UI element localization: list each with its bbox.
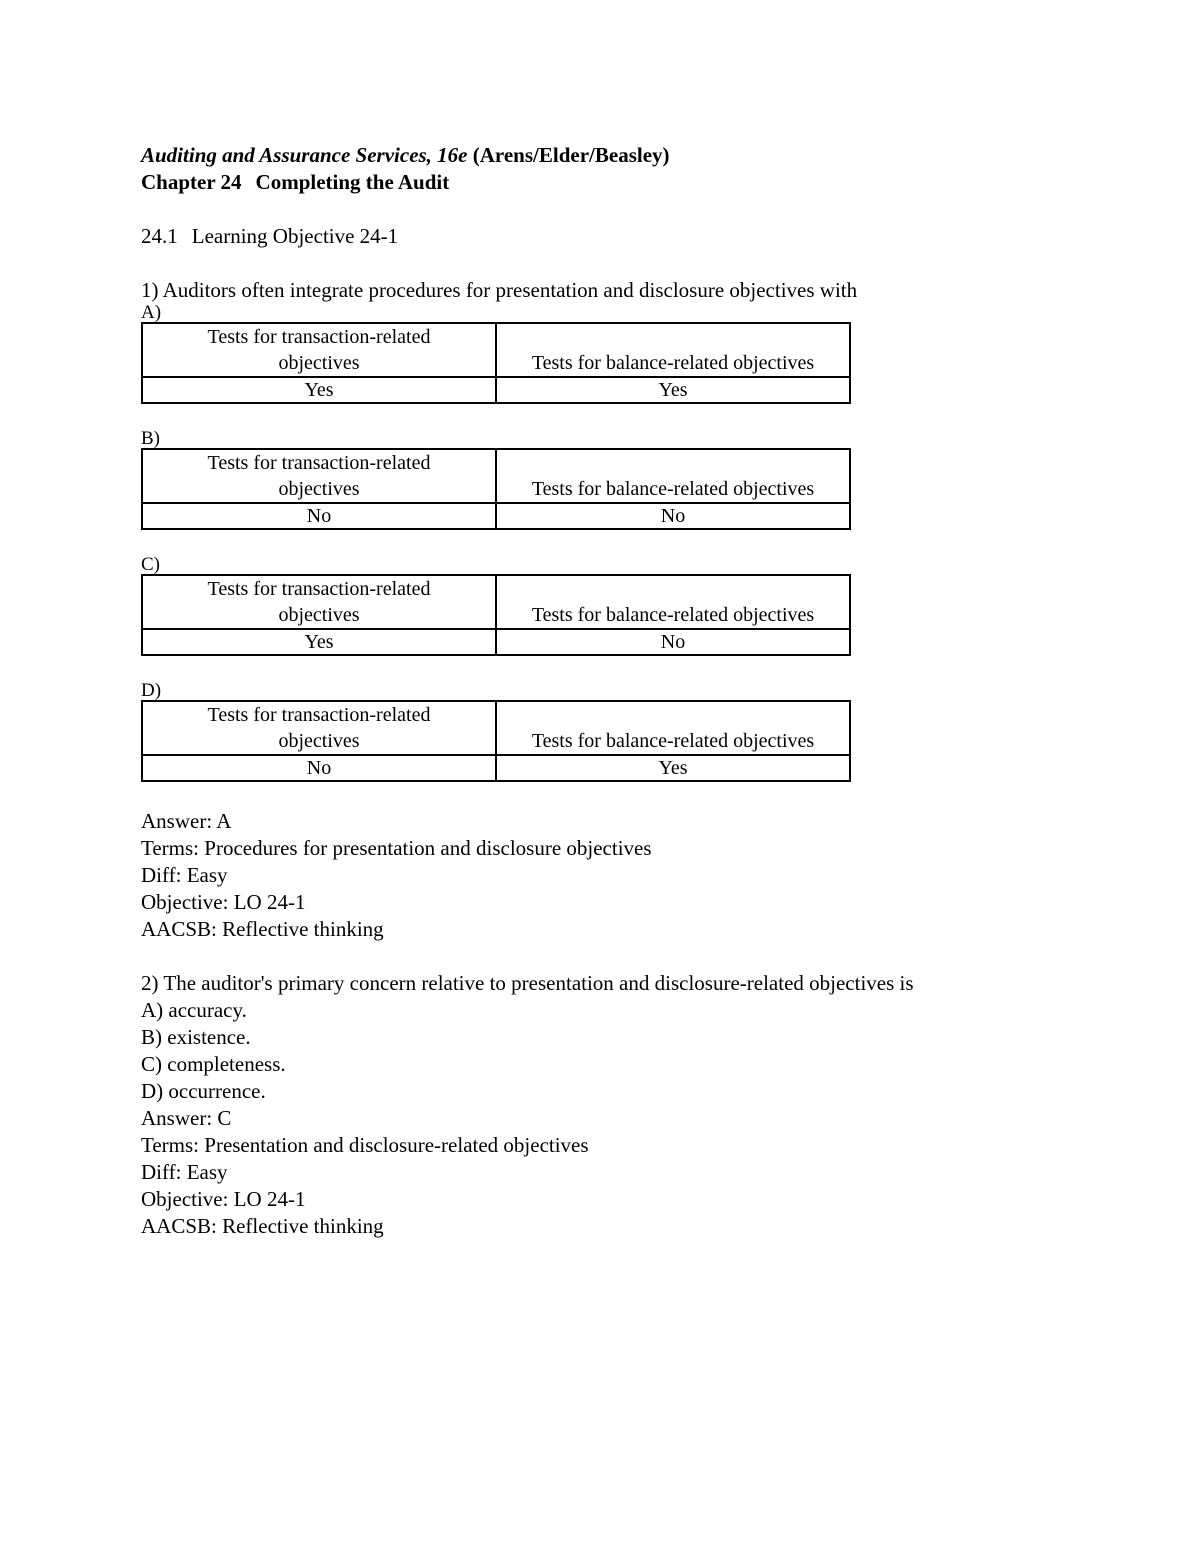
question-1-text: 1) Auditors often integrate procedures for presentation and disclosure objectives with [141, 278, 858, 302]
chapter-number: Chapter 24 [141, 170, 242, 194]
header-balance-related: Tests for balance-related objectives [496, 701, 850, 755]
option-b-table [141, 448, 851, 530]
question-1-terms: Terms: Procedures for presentation and disclosure objectives [141, 836, 652, 860]
question-2-answer: Answer: C [141, 1106, 232, 1130]
header-transaction-related: Tests for transaction-related objectives [142, 449, 496, 503]
question-2-choice-b: B) existence. [141, 1025, 251, 1049]
option-a-value-balance: Yes [496, 377, 850, 403]
option-b-label: B) [141, 428, 160, 449]
question-1-answer: Answer: A [141, 809, 232, 833]
question-2-diff: Diff: Easy [141, 1160, 228, 1184]
section-heading [141, 223, 1061, 250]
question-2-choice-a: A) accuracy. [141, 998, 247, 1022]
question-2-choice-c: C) completeness. [141, 1052, 286, 1076]
option-a-label: A) [141, 302, 162, 323]
section-title: Learning Objective 24-1 [191, 224, 399, 248]
header-balance-related: Tests for balance-related objectives [496, 323, 850, 377]
question-1-objective: Objective: LO 24-1 [141, 890, 306, 914]
option-a-value-transaction: Yes [142, 377, 496, 403]
question-2-objective: Objective: LO 24-1 [141, 1187, 306, 1211]
book-header [141, 142, 1061, 169]
book-authors: (Arens/Elder/Beasley) [467, 143, 670, 167]
option-c-label: C) [141, 554, 160, 575]
option-b-value-balance: No [496, 503, 850, 529]
header-transaction-related: Tests for transaction-related objectives [142, 323, 496, 377]
book-title: Auditing and Assurance Services, 16e [141, 143, 468, 167]
option-d-label: D) [141, 680, 162, 701]
header-transaction-related: Tests for transaction-related objectives [142, 575, 496, 629]
option-c-table [141, 574, 851, 656]
question-2-choice-d: D) occurrence. [141, 1079, 266, 1103]
question-1-diff: Diff: Easy [141, 863, 228, 887]
header-balance-related: Tests for balance-related objectives [496, 449, 850, 503]
header-transaction-related: Tests for transaction-related objectives [142, 701, 496, 755]
chapter-title: Completing the Audit [255, 170, 450, 194]
option-a-table [141, 322, 851, 404]
option-c-value-balance: No [496, 629, 850, 655]
question-2-text: 2) The auditor's primary concern relative to presentation and disclosure-related objectives is [141, 971, 914, 995]
question-2-terms: Terms: Presentation and disclosure-related objectives [141, 1133, 589, 1157]
header-balance-related: Tests for balance-related objectives [496, 575, 850, 629]
document-page [141, 142, 1061, 1240]
option-d-table [141, 700, 851, 782]
chapter-header [141, 169, 1061, 196]
question-2-aacsb: AACSB: Reflective thinking [141, 1214, 384, 1238]
option-b-value-transaction: No [142, 503, 496, 529]
question-1-aacsb: AACSB: Reflective thinking [141, 917, 384, 941]
option-d-value-balance: Yes [496, 755, 850, 781]
section-number: 24.1 [141, 224, 178, 248]
option-d-value-transaction: No [142, 755, 496, 781]
option-c-value-transaction: Yes [142, 629, 496, 655]
